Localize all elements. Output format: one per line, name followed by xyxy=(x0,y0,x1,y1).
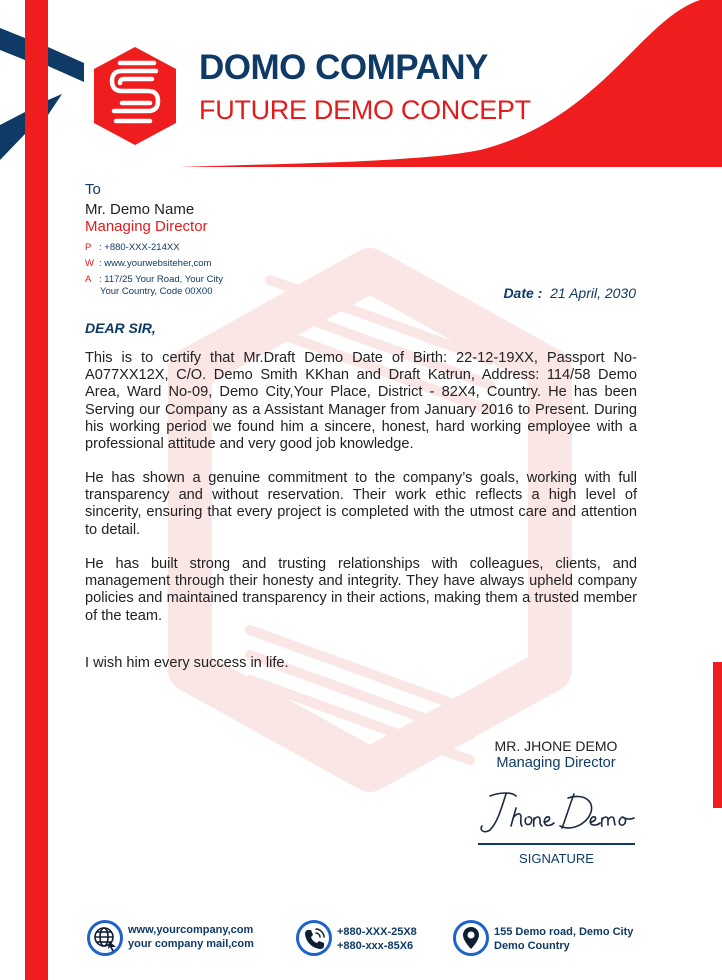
date-value: 21 April, 2030 xyxy=(550,285,636,301)
website-key: W xyxy=(85,258,94,269)
footer-email: your company mail,com xyxy=(128,938,254,950)
footer-phone-1: +880-XXX-25X8 xyxy=(337,926,417,938)
salutation: DEAR SIR, xyxy=(85,320,156,336)
header-navy-stripe-bottom xyxy=(0,112,25,160)
globe-cursor-icon xyxy=(87,920,123,956)
date-label: Date : xyxy=(503,285,543,301)
recipient-address xyxy=(85,274,223,285)
paragraph-3: He has built strong and trusting relationships with colleagues, clients, and management through their honesty and integrity. They have always upheld company policies and maintained transparency in their actions, making them a trusted member of the team. xyxy=(85,556,637,624)
signature-label: SIGNATURE xyxy=(519,851,594,866)
paragraph-1: This is to certify that Mr.Draft Demo Date of Birth: 22-12-19XX, Passport No-A077XX12X, C/O. Demo Smith KKhan and Draft Katrun, Address: 114/58 Demo Area, Ward No-09, Demo City,Your Place, District - 82X4, Country. He has been Serving our Company as a Assistant Manager from January 2016 to Present. During his working period we found him a sincere, honest, hard working employee with a professional attitude and very good job knowledge. xyxy=(85,350,637,453)
recipient-title: Managing Director xyxy=(85,218,208,235)
website-value: : www.yourwebsiteher,com xyxy=(99,258,212,269)
handwritten-signature xyxy=(476,788,638,838)
recipient-address-line-2: Your Country, Code 00X00 xyxy=(100,286,213,297)
company-tagline: FUTURE DEMO CONCEPT xyxy=(199,95,531,125)
address-value: : 117/25 Your Road, Your City xyxy=(99,274,223,285)
recipient-name: Mr. Demo Name xyxy=(85,201,195,218)
left-red-bar xyxy=(25,0,48,980)
to-label: To xyxy=(85,181,101,198)
phone-key: P xyxy=(85,242,92,253)
footer-phone xyxy=(337,925,417,953)
company-name: DOMO COMPANY xyxy=(199,48,488,87)
footer-website: www,yourcompany,com xyxy=(128,924,254,936)
letter-date xyxy=(503,285,636,301)
closing-line: I wish him every success in life. xyxy=(85,655,289,671)
footer-phone-2: +880-xxx-85X6 xyxy=(337,940,414,952)
footer-address-2: Demo Country xyxy=(494,940,570,952)
header-navy-stripe-top xyxy=(0,28,25,60)
header-navy-stripe-right xyxy=(48,47,84,82)
paragraph-2: He has shown a genuine commitment to the company’s goals, working with full transparency and without reservation. Their work ethic reflects a high level of sincerity, ensuring that every project is completed with the utmost care and attention to detail. xyxy=(85,470,637,538)
footer-address-1: 155 Demo road, Demo City xyxy=(494,926,634,938)
right-red-bar xyxy=(713,662,722,808)
phone-value: : +880-XXX-214XX xyxy=(99,242,180,253)
footer-web xyxy=(128,923,254,951)
company-logo-icon xyxy=(92,45,178,147)
footer-address xyxy=(494,925,633,953)
location-pin-icon xyxy=(453,920,489,956)
signature-line xyxy=(478,843,635,845)
signer-name: MR. JHONE DEMO xyxy=(494,738,618,754)
address-key: A xyxy=(85,274,92,285)
recipient-phone xyxy=(85,242,180,253)
recipient-website xyxy=(85,258,211,269)
phone-call-icon xyxy=(296,920,332,956)
signer-title: Managing Director xyxy=(496,755,616,771)
